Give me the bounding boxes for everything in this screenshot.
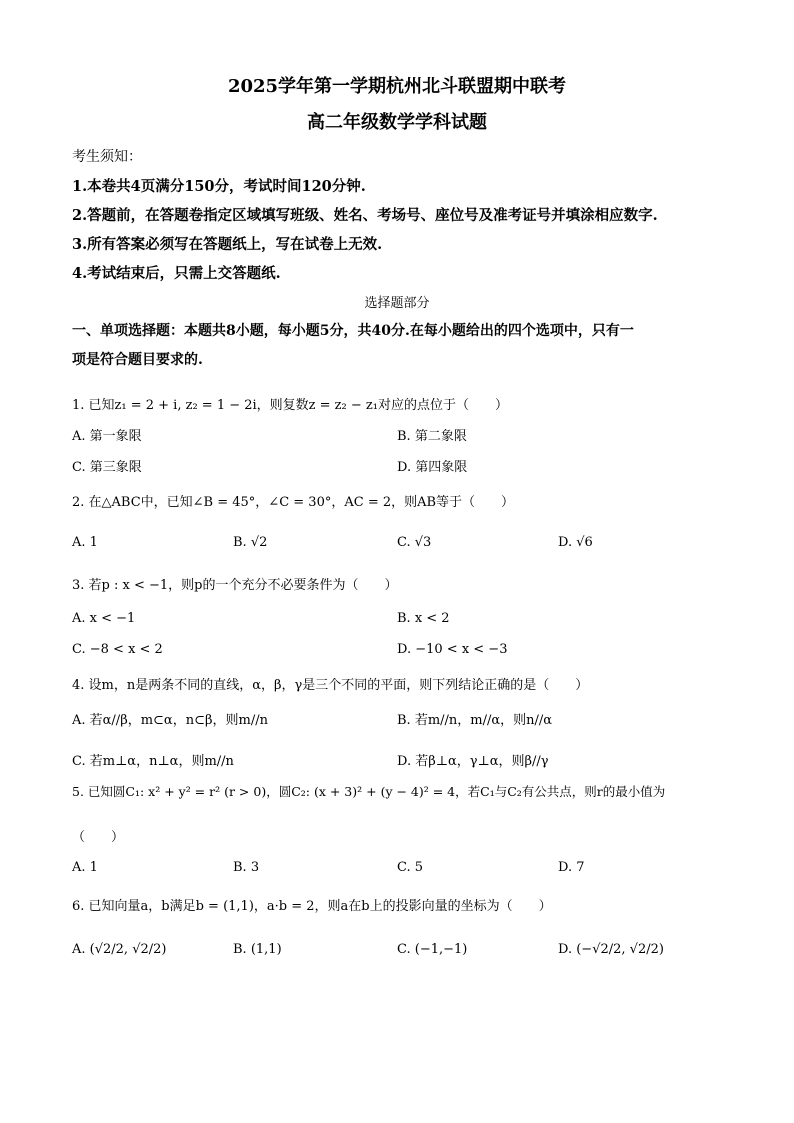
question-2-option-b: B. √2	[233, 535, 268, 550]
notice-item-1: 1.本卷共4页满分150分，考试时间120分钟.	[72, 178, 366, 195]
notice-heading: 考生须知：	[72, 149, 142, 165]
question-6-option-c: C. (−1,−1)	[397, 942, 468, 957]
question-6-stem: 6. 已知向量a，b满足b = (1,1)，a·b = 2，则a在b上的投影向量的坐标为（ ）	[72, 899, 552, 914]
question-4-stem: 4. 设m，n是两条不同的直线，α，β，γ是三个不同的平面，则下列结论正确的是（ ）	[72, 678, 589, 693]
question-6-option-a: A. (√2/2, √2/2)	[72, 942, 167, 957]
question-1-option-d: D. 第四象限	[397, 460, 468, 475]
notice-item-2: 2.答题前，在答题卷指定区域填写班级、姓名、考场号、座位号及准考证号并填涂相应数字.	[72, 207, 658, 224]
question-6-option-d: D. (−√2/2, √2/2)	[558, 942, 664, 957]
question-2-option-c: C. √3	[397, 535, 432, 550]
question-2-option-d: D. √6	[558, 535, 593, 550]
question-5-option-a: A. 1	[72, 860, 98, 875]
question-4-option-b: B. 若m//n，m//α，则n//α	[397, 713, 553, 728]
question-1-option-c: C. 第三象限	[72, 460, 142, 475]
question-5-option-b: B. 3	[233, 860, 260, 875]
question-1-stem: 1. 已知z₁ = 2 + i, z₂ = 1 − 2i，则复数z = z₂ − z₁对应的点位于（ ）	[72, 398, 508, 413]
exam-title: 2025学年第一学期杭州北斗联盟期中联考	[227, 76, 567, 97]
question-2-option-a: A. 1	[72, 535, 98, 550]
exam-subtitle: 高二年级数学学科试题	[307, 112, 487, 133]
question-2-stem: 2. 在△ABC中，已知∠B = 45°，∠C = 30°，AC = 2，则AB等于（ ）	[72, 495, 515, 510]
question-5-option-d: D. 7	[558, 860, 585, 875]
notice-item-3: 3.所有答案必须写在答题纸上，写在试卷上无效.	[72, 236, 383, 253]
question-4-option-d: D. 若β⊥α，γ⊥α，则β//γ	[397, 754, 549, 769]
section-instruction: 一、单项选择题：本题共8小题，每小题5分，共40分.在每小题给出的四个选项中，只有一	[72, 323, 634, 339]
question-3-option-d: D. −10 < x < −3	[397, 642, 508, 657]
question-3-option-b: B. x < 2	[397, 611, 450, 626]
question-1-option-a: A. 第一象限	[72, 429, 142, 444]
question-1-option-b: B. 第二象限	[397, 429, 467, 444]
question-3-option-c: C. −8 < x < 2	[72, 642, 163, 657]
question-5-stem: 5. 已知圆C₁: x² + y² = r² (r > 0)，圆C₂: (x + 3)² + (y − 4)² = 4，若C₁与C₂有公共点，则r的最小值为	[72, 784, 666, 799]
notice-item-4: 4.考试结束后，只需上交答题纸.	[72, 265, 281, 282]
question-3-option-a: A. x < −1	[72, 611, 136, 626]
question-3-stem: 3. 若p : x < −1，则p的一个充分不必要条件为（ ）	[72, 578, 398, 593]
question-4-option-c: C. 若m⊥α，n⊥α，则m//n	[72, 754, 234, 769]
question-6-option-b: B. (1,1)	[233, 942, 282, 957]
question-4-option-a: A. 若α//β，m⊂α，n⊂β，则m//n	[72, 713, 268, 728]
question-5-option-c: C. 5	[397, 860, 424, 875]
section-title: 选择题部分	[364, 296, 430, 311]
section-instruction-cont: 项是符合题目要求的.	[72, 352, 203, 368]
question-5-stem-cont: （ ）	[72, 830, 125, 845]
